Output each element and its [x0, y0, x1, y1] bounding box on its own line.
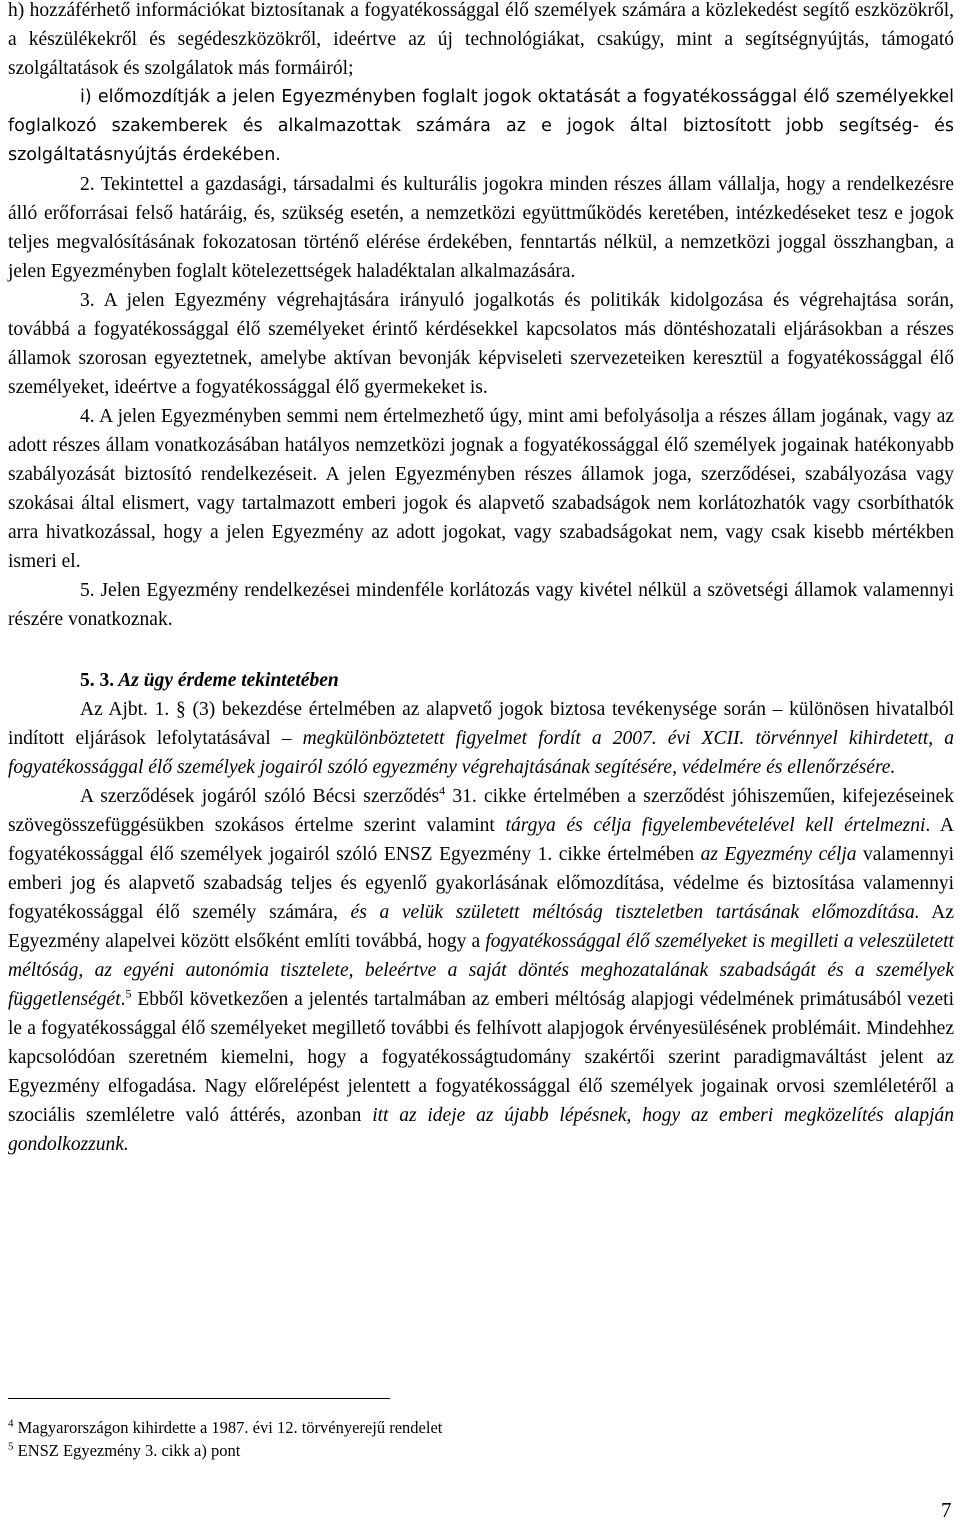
footnote-ref-4[interactable]: 4 — [439, 783, 446, 798]
paragraph-2: 2. Tekintettel a gazdasági, társadalmi és kulturális jogokra minden részes állam vállalja, hogy a rendelkezésre álló erőforrásai felső határáig, és, szükség esetén, a nemzetközi együttműködés keretében, intézkedéseket tesz e jogok teljes megvalósításának fokozatosan történő elérése érdekében, fenntartás nélkül, a nemzetközi joggal összhangban, a jelen Egyezményben foglalt kötelezettségek haladéktalan alkalmazására. — [8, 174, 954, 282]
footnote-divider — [8, 1398, 390, 1399]
footnote-ref-5[interactable]: 5 — [125, 986, 132, 1001]
becsi-text-k: Ebből következően a jelentés tartalmában az emberi méltóság alapjogi védelmének primátusából vezeti le a fogyatékossággal élő személyeket megillető további és felhívott alapjogok érvényesülésének problémáit. Mindehhez kapcsolódóan szeretném kiemelni, hogy a fogyatékosságtudomány szakértői szerint paradigmaváltást jelent az Egyezmény elfogadása. Nagy előrelépést jelentett a fogyatékossággal élő személyek jogainak orvosi szemléletéről a szociális szemléletre való áttérés, azonban — [8, 989, 954, 1126]
ajbt-text: Az Ajbt. 1. § (3) bekezdése értelmében az alapvető jogok biztosa tevékenysége során – különösen hivatalból indított eljárások lefolytatásával – — [8, 699, 954, 749]
paragraph-3: 3. A jelen Egyezmény végrehajtására irányuló jogalkotás és politikák kidolgozása és végrehajtása során, továbbá a fogyatékossággal élő személyeket érintő kérdésekkel kapcsolatos más döntéshozatali eljárásokban a részes államok szorosan egyeztetnek, amelybe aktívan bevonják képviseleti szervezeteiken keresztül a fogyatékossággal élő személyeket, ideértve a fogyatékossággal élő gyermekeket is. — [8, 290, 954, 398]
becsi-text-h: Az Egyezmény alapelvei között elsőként említi továbbá, hogy a — [8, 902, 954, 952]
ajbt-quote: megkülönböztetett figyelmet fordít a 2007. évi XCII. törvénnyel kihirdetett, a fogyatékossággal élő személyek jogairól szóló egyezmény végrehajtásának segítésére, védelmére és ellenőrzésére. — [8, 728, 955, 778]
becsi-text-d: . A fogyatékossággal élő személyek jogairól szóló ENSZ Egyezmény 1. cikke értelmében — [8, 815, 954, 865]
becsi-text-a: A szerződések jogáról szóló Bécsi szerződés — [80, 786, 440, 807]
becsi-italic-g: és a velük született méltóság tiszteletben tartásának előmozdítása. — [350, 902, 920, 923]
section-title: Az ügy érdeme tekintetében — [118, 670, 339, 691]
paragraph-5: 5. Jelen Egyezmény rendelkezései mindenféle korlátozás vagy kivétel nélkül a szövetségi államok valamennyi részére vonatkoznak. — [8, 580, 954, 630]
footnote-4 — [8, 1416, 442, 1439]
becsi-italic-l: itt az ideje az újabb lépésnek, hogy az emberi megközelítés alapján gondolkozzunk. — [8, 1105, 954, 1155]
section-heading — [8, 666, 954, 695]
section-number: 5. 3. — [80, 670, 115, 691]
footnote-text: ENSZ Egyezmény 3. cikk a) pont — [13, 1441, 241, 1460]
becsi-text-f: valamennyi emberi jog és alapvető szabadság teljes és egyenlő gyakorlásának előmozdítása, védelme és biztosítása valamennyi fogyatékossággal élő személy számára, — [8, 844, 955, 923]
footnote-number: 4 — [8, 1417, 14, 1430]
paragraph-4: 4. A jelen Egyezményben semmi nem értelmezhető úgy, mint ami befolyásolja a részes állam jogának, vagy az adott részes állam vonatkozásában hatályos nemzetközi jognak a fogyatékossággal élő személyek jogainak hatékonyabb szabályozását biztosító rendelkezéseit. A jelen Egyezményben részes államok joga, szerződései, szabályozása vagy szokásai által elismert, vagy tartalmazott emberi jogok és alapvető szabadságok nem korlátozhatók vagy csorbíthatók arra hivatkozással, hogy a jelen Egyezmény az adott jogokat, vagy szabadságokat nem, vagy csak kisebb mértékben ismeri el. — [8, 406, 954, 572]
section-gap — [8, 634, 954, 666]
footnote-5 — [8, 1439, 442, 1462]
footnotes — [8, 1416, 442, 1462]
becsi-italic-i: fogyatékossággal élő személyeket is megilleti a veleszületett méltóság, az egyéni autonómia tisztelete, beleértve a saját döntés meghozatalának szabadságát és a személyek függetlenségét — [8, 931, 954, 1010]
footnote-number: 5 — [8, 1440, 14, 1453]
footnote-text: Magyarországon kihirdette a 1987. évi 12. törvényerejű rendelet — [13, 1418, 443, 1437]
paragraph-becsi — [8, 782, 954, 1159]
becsi-italic-e: az Egyezmény célja — [700, 844, 857, 865]
becsi-text-b: 31. cikke értelmében a szerződést jóhiszeműen, kifejezéseinek szövegösszefüggésükben szokásos értelme szerint valamint — [8, 786, 955, 836]
page-number: 7 — [941, 1498, 952, 1522]
paragraph-i: i) előmozdítják a jelen Egyezményben foglalt jogok oktatását a fogyatékossággal élő személyekkel foglalkozó szakemberek és alkalmazottak számára az e jogok által biztosított jobb segítség- és szolgáltatásnyújtás érdekében. — [8, 87, 954, 165]
paragraph-ajbt — [8, 695, 954, 782]
becsi-text-j: . — [120, 989, 126, 1010]
becsi-italic-c: tárgya és célja figyelembevételével kell értelmezni — [505, 815, 926, 836]
body-text — [8, 0, 954, 1159]
paragraph-h: h) hozzáférhető információkat biztosítanak a fogyatékossággal élő személyek számára a közlekedést segítő eszközökről, a készülékekről és segédeszközökről, ideértve az új technológiákat, csakúgy, mint a segítségnyújtás, támogató szolgáltatások és szolgálatok más formáiról; — [8, 0, 954, 79]
